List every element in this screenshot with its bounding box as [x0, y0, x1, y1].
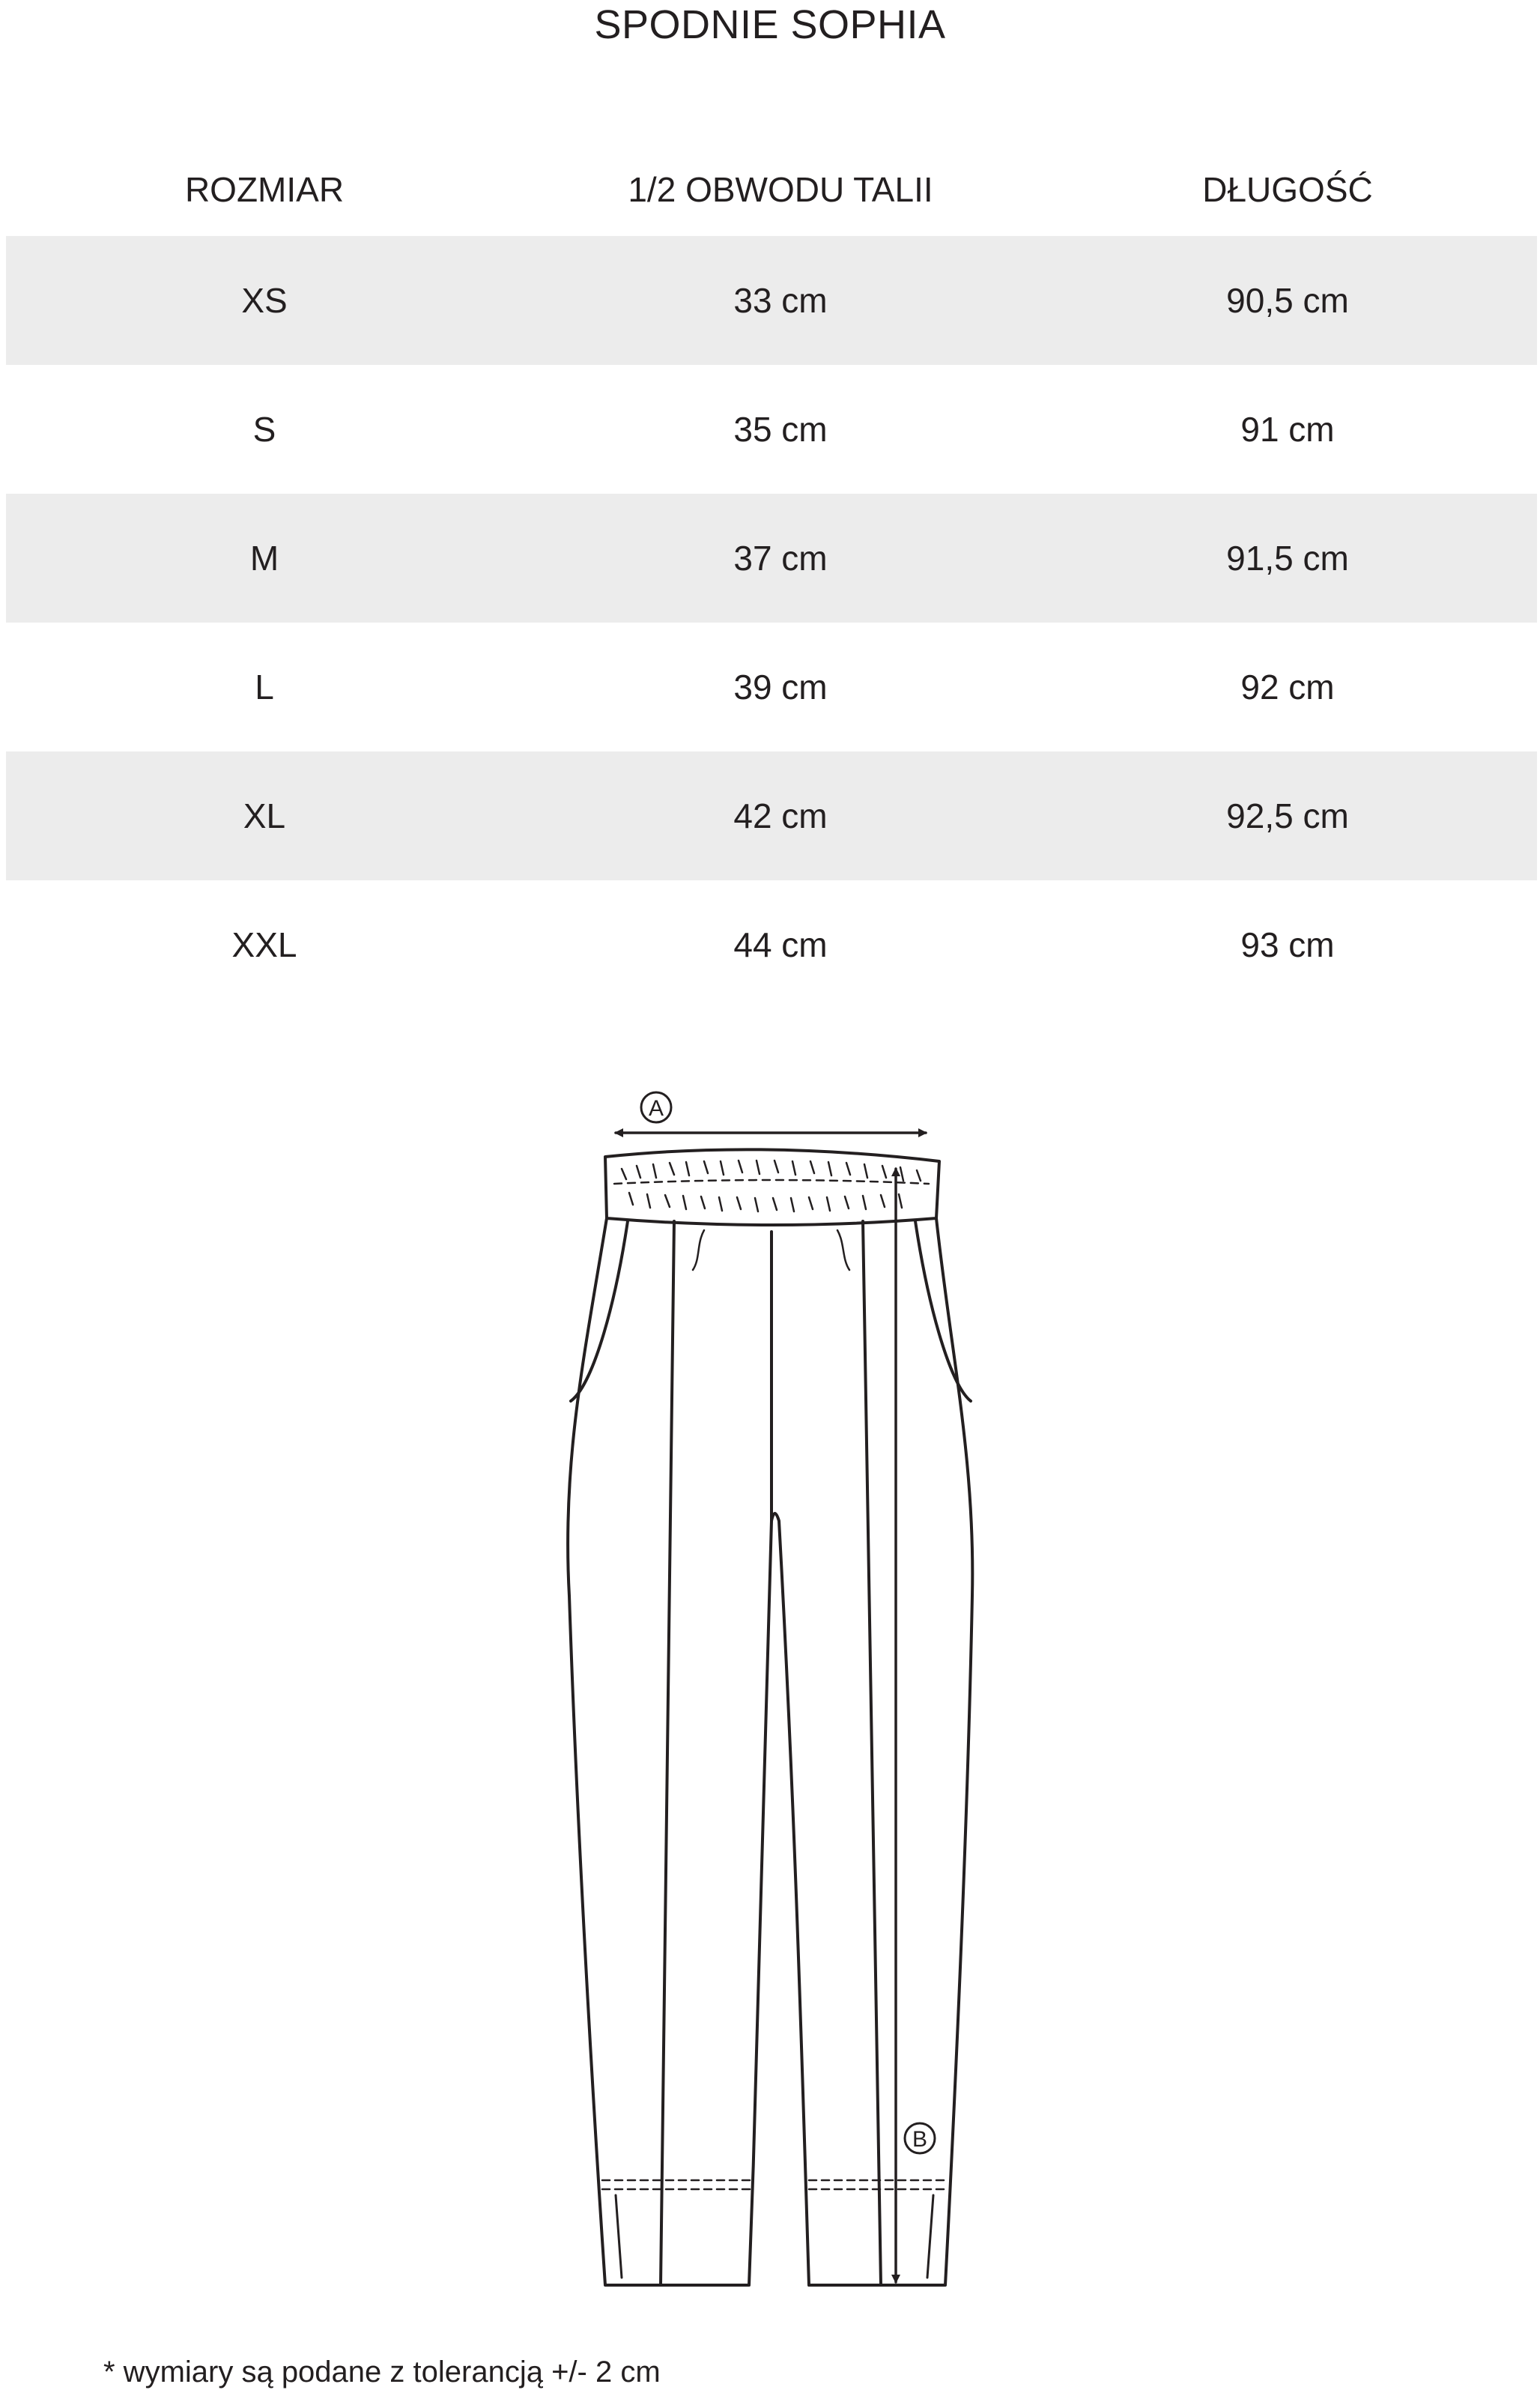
cell-waist: 42 cm: [733, 796, 828, 835]
svg-text:A: A: [648, 1096, 664, 1121]
table-row: [6, 623, 1537, 751]
left-seam: [661, 1221, 674, 2285]
cell-waist: 39 cm: [733, 668, 828, 707]
table-row: [6, 365, 1537, 494]
cell-length: 91,5 cm: [1226, 539, 1349, 578]
right-seam: [863, 1221, 881, 2285]
page-title: SPODNIE SOPHIA: [594, 2, 946, 47]
cell-length: 93 cm: [1240, 925, 1335, 964]
tolerance-footnote: * wymiary są podane z tolerancją +/- 2 cm: [103, 2356, 661, 2389]
cell-length: 90,5 cm: [1226, 281, 1349, 320]
waistband: [605, 1149, 939, 1225]
cell-size: XS: [241, 281, 288, 320]
cell-waist: 37 cm: [733, 539, 828, 578]
left-pocket: [571, 1221, 628, 1401]
cell-length: 92 cm: [1240, 668, 1335, 707]
table-row: [6, 236, 1537, 365]
header-size: ROZMIAR: [184, 169, 345, 209]
marker-b: [905, 2123, 935, 2153]
table-row: [6, 880, 1537, 1009]
svg-text:B: B: [912, 2127, 928, 2152]
cell-length: 92,5 cm: [1226, 796, 1349, 835]
marker-a: [641, 1092, 671, 1122]
right-pocket: [915, 1221, 971, 1401]
table-header: [6, 135, 1537, 236]
cell-size: S: [252, 410, 276, 449]
cell-waist: 44 cm: [733, 925, 828, 964]
table-row: [6, 751, 1537, 880]
waistband-gathers: [614, 1161, 929, 1211]
cell-size: XXL: [231, 925, 297, 964]
size-table: [6, 135, 1537, 1009]
cell-size: XL: [243, 796, 286, 835]
cell-size: L: [255, 668, 274, 707]
header-waist: 1/2 OBWODU TALII: [628, 169, 933, 209]
cell-waist: 35 cm: [733, 410, 828, 449]
cell-length: 91 cm: [1240, 410, 1335, 449]
trousers-diagram: [0, 1071, 1540, 2315]
cell-waist: 33 cm: [733, 281, 828, 320]
table-row: [6, 494, 1537, 623]
cell-size: M: [249, 539, 279, 578]
header-length: DŁUGOŚĆ: [1202, 169, 1373, 209]
